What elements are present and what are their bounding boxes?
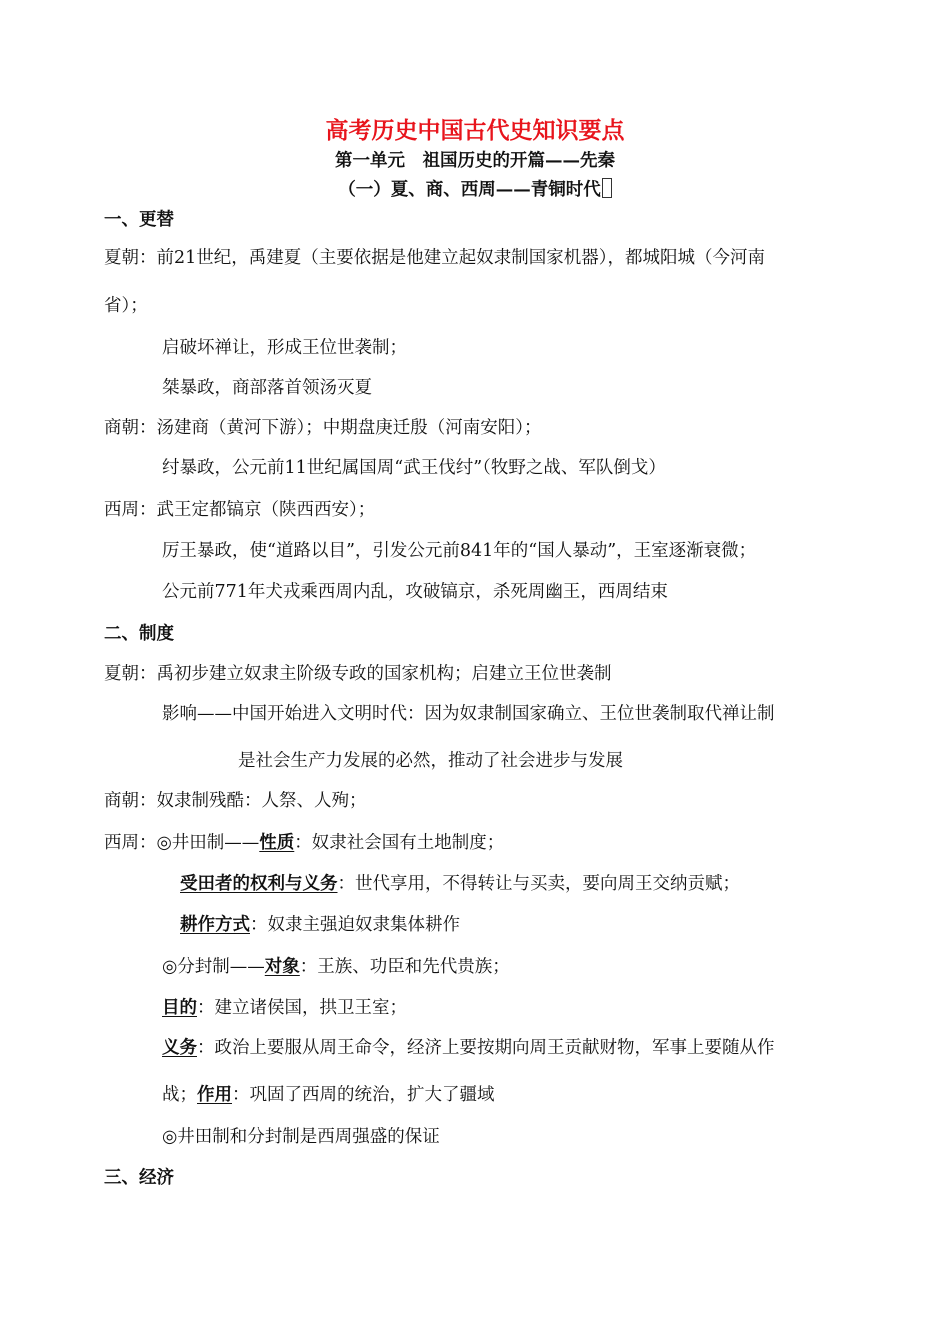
paragraph-zhou [104, 498, 375, 522]
paragraph-xia-3: 桀暴政，商部落首领汤灭夏 [162, 378, 372, 398]
text-nature: ：奴隶社会国有土地制度； [294, 833, 505, 853]
heading-economy: 三、经济 [104, 1168, 174, 1188]
paragraph-fengjian-goal [162, 996, 407, 1020]
text-zhou-1: 武王定都镐京（陕西西安）； [156, 500, 376, 520]
text-duty-cont: 战； [162, 1085, 197, 1105]
paragraph-fengjian-effect [162, 1083, 495, 1107]
term-goal: 目的 [162, 998, 197, 1018]
text-jingtian-prefix: ◎井田制—— [156, 833, 260, 853]
paragraph-fengjian-duty [162, 1036, 775, 1060]
paragraph-xia-cont: 省）； [104, 296, 148, 316]
paragraph-jingtian-rights [180, 872, 740, 896]
paragraph-sys-zhou [104, 831, 504, 855]
label-sys-xia: 夏朝： [104, 664, 157, 684]
paragraph-fengjian [162, 955, 510, 979]
section-heading [0, 178, 950, 202]
term-effect: 作用 [197, 1085, 232, 1105]
heading-succession: 一、更替 [104, 210, 174, 230]
text-effect: ：巩固了西周的统治，扩大了疆域 [232, 1085, 495, 1105]
term-rights: 受田者的权利与义务 [180, 874, 338, 894]
text-xia-1: 前21世纪，禹建夏（主要依据是他建立起奴隶制国家机器），都城阳城（今河南 [156, 248, 766, 268]
heading-system: 二、制度 [104, 624, 174, 644]
title-text: 高考历史中国古代史知识要点 [325, 117, 625, 144]
paragraph-zhou-2: 厉王暴政，使“道路以目”，引发公元前841年的“国人暴动”，王室逐渐衰微； [162, 541, 757, 561]
text-duty: ：政治上要服从周王命令，经济上要按期向周王贡献财物，军事上要随从作 [197, 1038, 775, 1058]
unit-heading [0, 149, 950, 173]
label-sys-shang: 商朝： [104, 791, 157, 811]
paragraph-xia [104, 246, 765, 270]
term-nature: 性质 [259, 833, 295, 853]
document-title [0, 116, 950, 146]
text-object: ：王族、功臣和先代贵族； [299, 957, 510, 977]
paragraph-sys-xia-3: 是社会生产力发展的必然，推动了社会进步与发展 [238, 751, 623, 771]
paragraph-shang [104, 416, 542, 440]
paragraph-zhou-3: 公元前771年犬戎乘西周内乱，攻破镐京，杀死周幽王，西周结束 [162, 582, 668, 602]
text-shang-1: 汤建商（黄河下游）；中期盘庚迁殷（河南安阳）； [156, 418, 542, 438]
unit-text: 第一单元 祖国历史的开篇——先秦 [335, 151, 615, 171]
term-duty: 义务 [162, 1038, 197, 1058]
label-zhou: 西周： [104, 500, 157, 520]
paragraph-sys-xia [104, 662, 612, 686]
text-sys-shang-1: 奴隶制残酷：人祭、人殉； [156, 791, 367, 811]
text-fengjian-prefix: ◎分封制—— [162, 957, 265, 977]
paragraph-sys-shang [104, 789, 367, 813]
label-xia: 夏朝： [104, 248, 157, 268]
paragraph-xia-2: 启破坏禅让，形成王位世袭制； [162, 338, 407, 358]
paragraph-shang-2: 纣暴政，公元前11世纪属国周“武王伐纣”（牧野之战、军队倒戈） [162, 458, 666, 478]
text-farming: ：奴隶主强迫奴隶集体耕作 [250, 915, 460, 935]
label-shang: 商朝： [104, 418, 157, 438]
label-sys-zhou: 西周： [104, 833, 157, 853]
text-sys-xia-1: 禹初步建立奴隶主阶级专政的国家机构；启建立王位世袭制 [156, 664, 612, 684]
term-farming: 耕作方式 [180, 915, 250, 935]
section-text: （一）夏、商、西周——青铜时代 [338, 180, 601, 200]
paragraph-jingtian-farming [180, 913, 460, 937]
text-rights: ：世代享用，不得转让与买卖，要向周王交纳贡赋； [337, 874, 740, 894]
paragraph-sys-xia-2: 影响——中国开始进入文明时代：因为奴隶制国家确立、王位世袭制取代禅让制 [162, 704, 775, 724]
text-goal: ：建立诸侯国，拱卫王室； [197, 998, 407, 1018]
term-object: 对象 [264, 957, 300, 977]
paragraph-summary: ◎井田制和分封制是西周强盛的保证 [162, 1127, 440, 1147]
placeholder-box-icon [602, 178, 612, 198]
